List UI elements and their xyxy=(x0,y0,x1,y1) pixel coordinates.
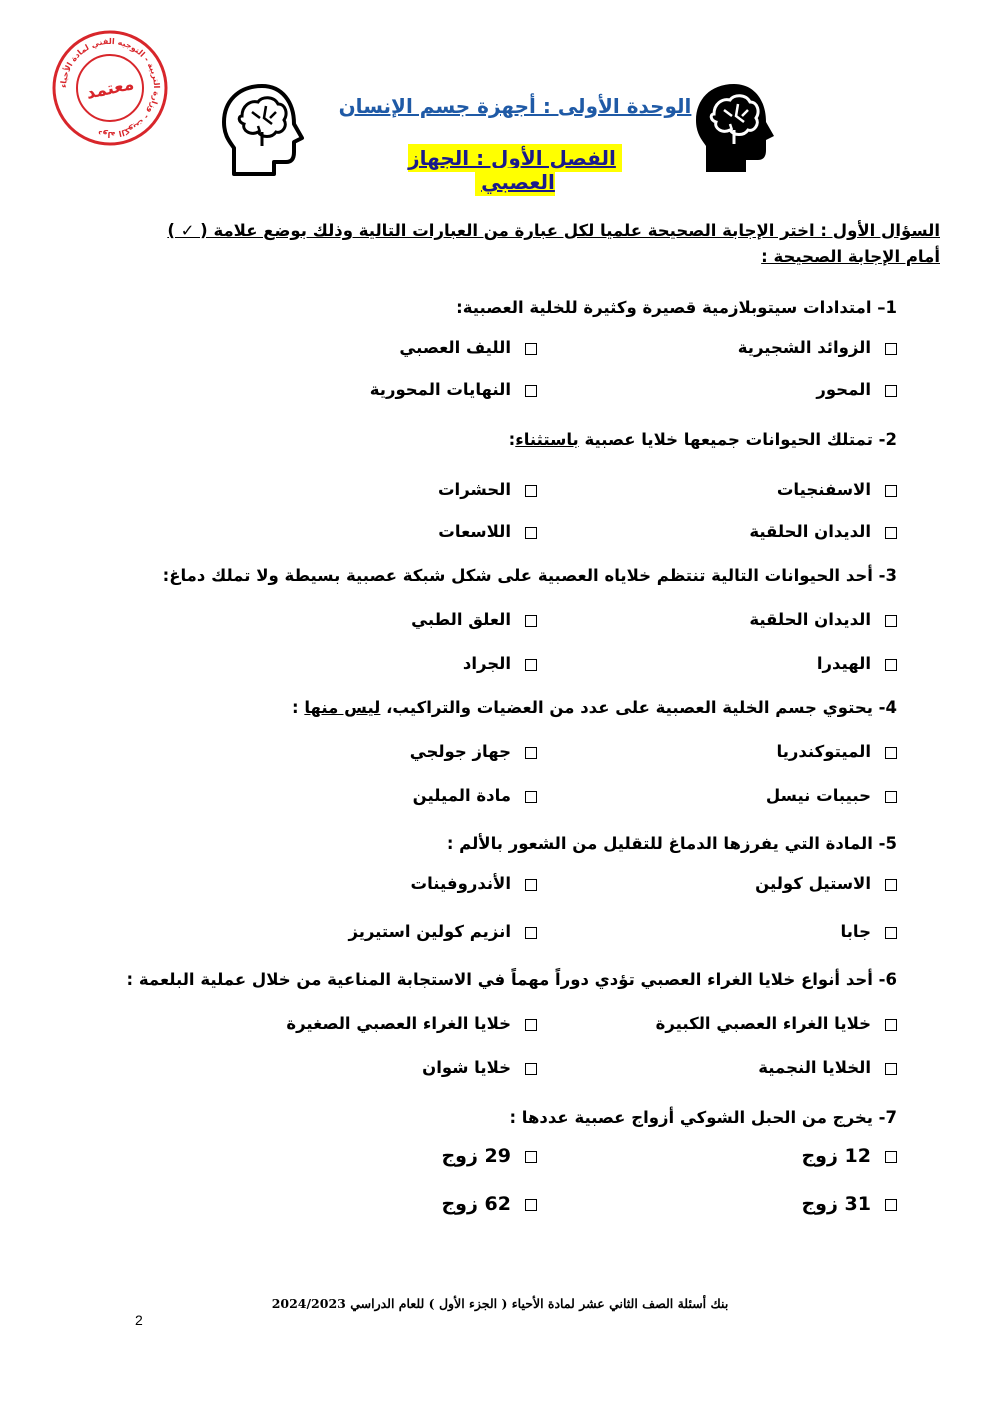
chapter-title-wrap xyxy=(385,146,645,194)
checkbox[interactable] xyxy=(885,1063,897,1075)
option-label: الهيدرا xyxy=(816,654,871,673)
checkbox[interactable] xyxy=(525,485,537,497)
option-label: الميتوكندريا xyxy=(776,742,871,761)
checkbox[interactable] xyxy=(885,343,897,355)
option[interactable] xyxy=(617,378,897,402)
option[interactable] xyxy=(617,1192,897,1216)
question-7-stem xyxy=(137,1106,897,1130)
checkbox[interactable] xyxy=(885,527,897,539)
checkbox[interactable] xyxy=(885,927,897,939)
option-label: مادة الميلين xyxy=(412,786,511,805)
option[interactable] xyxy=(217,740,537,764)
checkbox[interactable] xyxy=(885,791,897,803)
option-label: الخلايا النجمية xyxy=(758,1058,871,1077)
option[interactable] xyxy=(217,920,537,944)
question-end: : xyxy=(292,698,305,717)
checkbox[interactable] xyxy=(525,879,537,891)
question-text: المادة التي يفرزها الدماغ للتقليل من الشعور بالألم : xyxy=(446,834,873,853)
question-end: : xyxy=(508,430,516,449)
question-prefix: - xyxy=(872,566,886,585)
option[interactable] xyxy=(617,336,897,360)
checkbox[interactable] xyxy=(885,1199,897,1211)
question-prefix: - xyxy=(872,970,886,989)
option-label: الأندروفينات xyxy=(410,874,511,893)
checkbox[interactable] xyxy=(885,485,897,497)
question-text: تمتلك الحيوانات جميعها خلايا عصبية xyxy=(578,430,873,449)
option[interactable] xyxy=(217,1144,537,1168)
question-prefix: - xyxy=(872,834,886,853)
checkbox[interactable] xyxy=(525,385,537,397)
option-label: انزيم كولين استيريز xyxy=(348,922,511,941)
option-label: 31 زوج xyxy=(801,1193,871,1215)
question-prefix: - xyxy=(872,1108,886,1127)
checkbox[interactable] xyxy=(885,385,897,397)
brain-head-outline-icon xyxy=(218,82,306,178)
checkbox[interactable] xyxy=(525,927,537,939)
question-1-stem xyxy=(137,296,897,320)
option-label: 12 زوج xyxy=(801,1145,871,1167)
question-number: 7 xyxy=(885,1108,897,1127)
checkbox[interactable] xyxy=(525,527,537,539)
question-3-stem xyxy=(137,564,897,588)
option[interactable] xyxy=(217,378,537,402)
option[interactable] xyxy=(617,1056,897,1080)
option[interactable] xyxy=(617,652,897,676)
option-label: الاسفنجيات xyxy=(776,480,871,499)
stamp-ring-text: دولة الكويت - وزارة التربية - التوجيه الفني لمادة الأحياء xyxy=(58,36,162,140)
option[interactable] xyxy=(617,784,897,808)
checkbox[interactable] xyxy=(525,791,537,803)
option-label: خلايا شوان xyxy=(422,1058,511,1077)
chapter-title: الفصل الأول : الجهاز العصبي xyxy=(408,144,622,196)
stamp-center-text: معتمد xyxy=(84,74,136,104)
option-label: الجراد xyxy=(462,654,511,673)
option[interactable] xyxy=(217,1192,537,1216)
question-2-stem xyxy=(137,428,897,452)
question-text: يخرج من الحبل الشوكي أزواج عصبية عددها : xyxy=(509,1108,873,1127)
option-label: خلايا الغراء العصبي الكبيرة xyxy=(655,1014,871,1033)
option[interactable] xyxy=(617,1144,897,1168)
question-number: 5 xyxy=(885,834,897,853)
option[interactable] xyxy=(217,652,537,676)
question-prefix: – xyxy=(871,298,886,317)
question-emphasis: ليس منها xyxy=(304,698,381,717)
checkbox[interactable] xyxy=(885,879,897,891)
option[interactable] xyxy=(217,1012,537,1036)
option-label: جهاز جولجي xyxy=(409,742,511,761)
question-prefix: - xyxy=(872,698,886,717)
checkbox[interactable] xyxy=(885,659,897,671)
question-number: 3 xyxy=(885,566,897,585)
option-label: الديدان الحلقية xyxy=(749,522,871,541)
option-label: الزوائد الشجيرية xyxy=(737,338,871,357)
option-label: الديدان الحلقية xyxy=(749,610,871,629)
checkbox[interactable] xyxy=(525,343,537,355)
option[interactable] xyxy=(217,872,537,896)
option[interactable] xyxy=(617,740,897,764)
question-text: أحد الحيوانات التالية تنتظم خلاياه العصبية على شكل شبكة عصبية بسيطة ولا تملك دماغ: xyxy=(162,566,873,585)
option-label: النهايات المحورية xyxy=(369,380,511,399)
question-intro: السؤال الأول : اختر الإجابة الصحيحة علميا لكل عبارة من العبارات التالية وذلك بوضع علامة ( ✓ ) أمام الإجابة الصحيحة : xyxy=(167,221,940,266)
option-label: حبيبات نيسل xyxy=(765,786,871,805)
question-6-stem xyxy=(126,968,897,992)
option[interactable] xyxy=(617,872,897,896)
approval-stamp xyxy=(50,28,170,148)
option[interactable] xyxy=(617,478,897,502)
checkbox[interactable] xyxy=(525,1019,537,1031)
question-text: أحد أنواع خلايا الغراء العصبي تؤدي دوراً مهماً في الاستجابة المناعية من خلال عملية البلعمة : xyxy=(126,970,873,989)
checkbox[interactable] xyxy=(885,747,897,759)
question-5-stem xyxy=(137,832,897,856)
checkbox[interactable] xyxy=(525,615,537,627)
question-number: 1 xyxy=(885,298,897,317)
checkbox[interactable] xyxy=(525,659,537,671)
option-label: 62 زوج xyxy=(441,1193,511,1215)
question-number: 4 xyxy=(885,698,897,717)
checkbox[interactable] xyxy=(525,1151,537,1163)
option-label: خلايا الغراء العصبي الصغيرة xyxy=(286,1014,511,1033)
option[interactable] xyxy=(617,608,897,632)
option-label: العلق الطبي xyxy=(411,610,511,629)
option[interactable] xyxy=(217,1056,537,1080)
option-label: جابا xyxy=(840,922,871,941)
option-label: الحشرات xyxy=(437,480,511,499)
checkbox[interactable] xyxy=(525,1199,537,1211)
option[interactable] xyxy=(217,336,537,360)
question-prefix: - xyxy=(872,430,886,449)
option-label: المحور xyxy=(816,380,871,399)
checkbox[interactable] xyxy=(525,747,537,759)
option[interactable] xyxy=(617,920,897,944)
unit-title: الوحدة الأولى : أجهزة جسم الإنسان xyxy=(338,94,692,118)
question-text: امتدادات سيتوبلازمية قصيرة وكثيرة للخلية العصبية: xyxy=(456,298,872,317)
page-footer: بنك أسئلة الصف الثاني عشر لمادة الأحياء ( الجزء الأول ) للعام الدراسي 2024/2023 xyxy=(271,1296,729,1311)
question-emphasis: باستثناء xyxy=(515,430,579,449)
question-number: 2 xyxy=(885,430,897,449)
option[interactable] xyxy=(617,520,897,544)
option-label: اللاسعات xyxy=(438,522,511,541)
checkbox[interactable] xyxy=(885,615,897,627)
option-label: الاستيل كولين xyxy=(755,874,871,893)
option[interactable] xyxy=(217,608,537,632)
option[interactable] xyxy=(217,478,537,502)
option[interactable] xyxy=(217,784,537,808)
checkbox[interactable] xyxy=(885,1019,897,1031)
question-4-stem xyxy=(137,696,897,720)
question-text: يحتوي جسم الخلية العصبية على عدد من العضيات والتراكيب، xyxy=(380,698,873,717)
checkbox[interactable] xyxy=(525,1063,537,1075)
option[interactable] xyxy=(617,1012,897,1036)
question-number: 6 xyxy=(885,970,897,989)
option[interactable] xyxy=(217,520,537,544)
page-number: 2 xyxy=(135,1312,143,1328)
option-label: 29 زوج xyxy=(441,1145,511,1167)
checkbox[interactable] xyxy=(885,1151,897,1163)
option-label: الليف العصبي xyxy=(399,338,511,357)
